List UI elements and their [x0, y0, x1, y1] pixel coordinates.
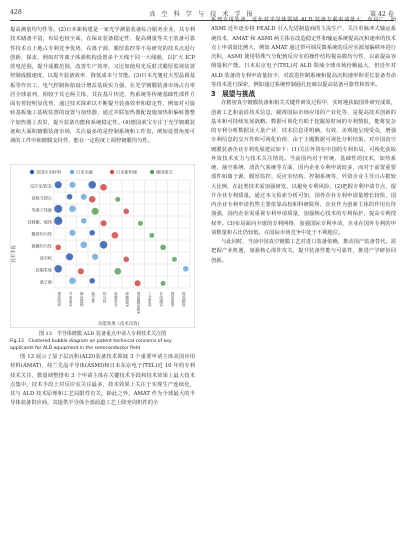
bubble	[66, 253, 73, 260]
column-label: 均匀性	[103, 292, 107, 303]
bubble	[80, 241, 87, 248]
column-label: 工艺复杂	[148, 292, 153, 307]
column-label: 薄膜质量	[125, 292, 130, 307]
row-label: 离子源	[39, 279, 52, 285]
bubble	[112, 232, 119, 239]
row-label: 膜厚均匀性	[31, 231, 52, 237]
bubble	[69, 205, 76, 212]
column-label: 提高精度	[182, 292, 187, 307]
bubble-figure	[10, 164, 195, 328]
bubble-chart	[10, 164, 195, 328]
row-label: 真空机	[39, 255, 52, 261]
bubble	[69, 182, 75, 188]
bubble	[54, 265, 62, 273]
column-label: 降低能耗	[80, 292, 85, 307]
bubble	[161, 281, 166, 286]
legend-label: 日本新构建	[116, 169, 137, 175]
bubble	[55, 245, 61, 251]
bubble	[149, 233, 154, 238]
x-axis-label: 功能效果（技术功效）	[98, 322, 142, 327]
bubble	[100, 220, 106, 226]
legend-label: 美国应用材料	[36, 169, 62, 175]
legend-label: 德国莱宝	[156, 169, 173, 175]
right-paragraph-2: 在精密真空镀膜装备和相关关键件研发过程中，实时地获取国外研究成果，创新工艺和前沿技术信息，瞄准国际市场应用的产业化等，是提高技术创新的基本和可持续发展战略。数据可视化有助于挖掘原时间的专利情报，能将复杂的专利分析数据及大量产业、技术信息更明确、有效、美观地呈现受众，增强专利信息的交互性和可视化价值，由于主题数据可视化分析结果，对中国真空镀膜装备企业专利发展建议如下：(1)关注外资在中国的专利布局，可视化获取外资技术实力与技术关注情况。当前国内对于传统、基础性的技术，如热系统、抽空系统、清洗气系统等方面，国内企业专利申请较多，而对于前置重要部件如离子源、膜厚监控、反应室结构、控制系统等，外资企业主导且占据较大比例，在此类技术需加强研发，以避免专利风险。(2)把握专利申请节点，提升企业专利质量。通过本文检索分析可知，国外企业专利申请量增长较快，国内企业专利申请仍然主要依靠高校和科研院所，企业作为创新主体的作用有待加强，国内企业需重视专利申请质量，加强核心技术的专利保护，提高专利授权率。(3)布局面向全球的专利网络，加强国际专利申请，企业在国外专利的申请数量和占比仍较低，在国际市场竞争中处于不利地位。	[211, 100, 396, 236]
bubble	[89, 196, 96, 203]
bubble	[123, 257, 129, 263]
column-label: 提高膜层质量	[137, 292, 141, 314]
row-label: 控制系统	[35, 267, 52, 273]
bubble	[69, 230, 75, 236]
bubble	[81, 218, 87, 224]
y-axis-label: 技术手段	[12, 245, 17, 263]
bubble	[67, 194, 73, 200]
bubble	[100, 184, 107, 191]
row-label: 等离子体源	[31, 207, 52, 213]
bubble	[134, 280, 140, 286]
bubble	[78, 268, 84, 274]
bubble	[69, 277, 76, 284]
bubble	[81, 194, 87, 200]
bubble	[114, 268, 121, 275]
right-column	[211, 16, 396, 552]
left-paragraph-2: 图 13 展示了原子层沉积(ALD)装备技术领域 3 个重要申请主体美国应用材料(AMAT)、荷兰先晶半导体(ASMI)和日本东京电子(TEL)近 10 年的专利技术关注，数量调整排布 3 个申请主体在关键技术手段和技术效果上最大技术点集中，技术手段上对反应室关注最多，技术效果上关注于实现生产连续化，其与 ALD 技术原理和工艺局限性有关，除此之外，AMAT 作为全球最大的半导体装备供应商，其提供半导体全部前道工艺上降充周机件的全	[10, 354, 195, 407]
right-paragraph-1: 系列专用装备，近年对半导体领域 ALD 装备专利申请量大、布局广，而 ASMI 近年逐步将 PEALD 引入先进制造商的主流生产，关注单脉冲式输运系统技术，AMAT 和 ASMI 两主体在改造稳定性和输运系统提高沉积速率的技术点上申请量比例大，例如 AMAT 通过带可调反馈系统的反应室源加偏移环进行沉积，ASMI 使用特殊气分配到反应室的操作结构提高膜均匀性，以前提高容纳量和产能。日本东京电子(TEL)对 ALD 领域全球市场份额最大，但近年对 ALD 装备的专利申请量较少，对改进控制系统和提高沉积速率和更长装备寿命等技术进行探索，例如通过系统控制通孔轮廓以提高装备可靠性和效率。	[211, 17, 396, 88]
legend-marker	[30, 170, 34, 174]
left-column-bottom	[10, 353, 195, 553]
bubble	[100, 241, 108, 249]
bubble	[123, 209, 129, 215]
legend-marker	[70, 170, 74, 174]
legend-marker	[110, 170, 114, 174]
volume-label: 第 42 卷	[369, 11, 394, 18]
bubble	[183, 266, 189, 272]
right-paragraph-3: 与此同时，当前中国真空镀膜工艺对进口装备依赖，推动国产装备替代，需把握产业机遇，加强核心部件攻关，提升装备性能与可靠性，推进产学研协同创新。	[211, 239, 396, 264]
legend-label: 日本光驰	[76, 169, 93, 175]
bubble	[89, 230, 95, 236]
figure-caption	[10, 330, 195, 352]
bubble	[172, 257, 177, 262]
legend-marker	[150, 170, 154, 174]
bubble	[92, 254, 98, 260]
section-heading: 3 展望与挑战	[211, 90, 256, 98]
row-label: 基板支撑台	[31, 195, 52, 201]
bubble	[55, 181, 62, 188]
bubble	[54, 205, 62, 213]
bubble	[88, 181, 96, 189]
column-label: 节省成本	[69, 292, 73, 307]
bubble	[92, 208, 99, 215]
left-column-top	[10, 26, 195, 162]
column-label: 提高效率	[57, 292, 62, 307]
bubble	[138, 221, 143, 226]
row-label: 镀膜均匀性	[31, 243, 52, 249]
caption-chinese: 图 13 半导体镀膜 ALD 装备重点申请人专利技术关注图	[38, 331, 167, 337]
left-paragraph-1: 提高测量均匀性等。(2)日本新构建是一家光学测量装备综合服务企业，其专利技术储备丰富，布局也较全面，在保证装备稳定性、提高测量等关于装备可靠性技术点上地占专利竞争优势，在离子源、膜厚监控等不易研究的技术点进行创新，探求，例如对等离子体源机构设置多个天线干同一大线圈，以扩大 ICP 放电范围，提升成膜范围，改善生产效率，又比如使用光反射式膜厚监视装置控制成膜速度，以提升装备效率、降低成本与节能。(3)日本光驰对大型晶圆基板等作出工，电气控制和拍设计增益基板实力强，在光学镀膜装备市场占有率居全球前列，相较于其它两主体，其在基片传送、热系统等传统基础性部件方面有着较明显优势，通过技术探索以不断提升装备效率和稳定性，例如对可旋转基板施工基板装置的设置与加热器，通过并联加热器配设施加热和偏转器整个加热器上表里，提升装备功能和系统稳定性。(4)德国莱宝专注于光学镀膜装备和大面积镀膜装备市场，关注最多的是控制系统和工件盘，例如设置角度可调的工件中和镀膜支持件，能在一定程度上调控镀膜均匀性。	[10, 27, 195, 144]
row-label: 装载舱、载体	[27, 219, 52, 225]
row-label: 反应室/腔室	[30, 183, 52, 189]
page-number: 428	[10, 9, 22, 16]
column-label: 装置安全	[114, 292, 119, 307]
bubble	[115, 197, 120, 202]
journal-title: 真 空 科 学 与 技 术 学 报	[149, 11, 255, 18]
column-label: 在线测试	[159, 292, 164, 307]
caption-english: Fig.13 Clustered bubble diagram on patent technical concerns of key applicants for ALD equipment in the semiconductor field	[10, 339, 172, 351]
column-label: 稳定性	[91, 292, 96, 303]
bubble	[54, 217, 62, 225]
bubble	[89, 278, 95, 284]
bubble	[160, 245, 166, 251]
column-label: 提高密度	[171, 292, 175, 307]
